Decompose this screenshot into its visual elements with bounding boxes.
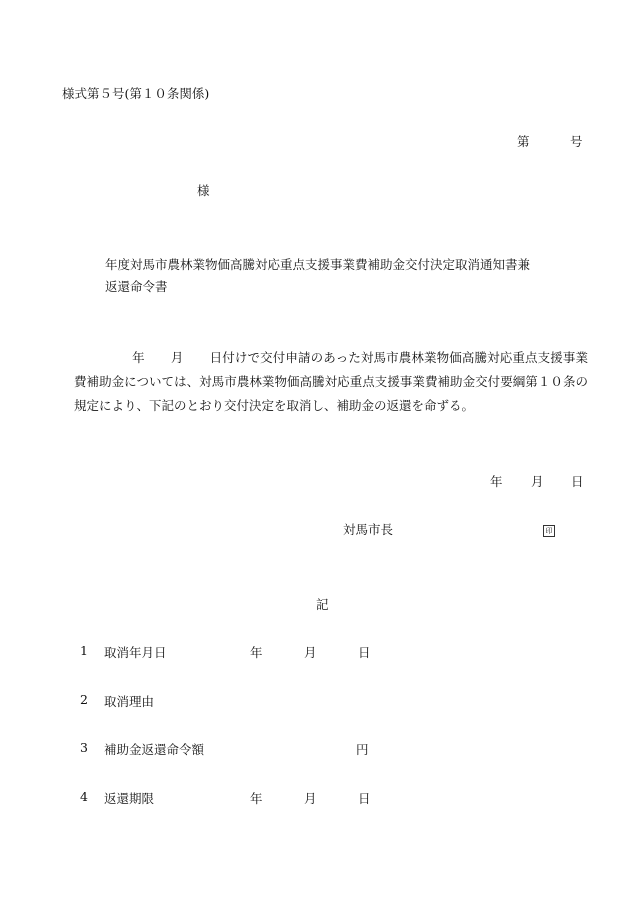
- item-2-number: 2: [80, 692, 88, 707]
- item-4-nen: 年: [250, 791, 263, 806]
- item-1-hi: 日: [358, 645, 371, 660]
- item-1-label: 取消年月日: [104, 645, 167, 660]
- body-tsuki: 月: [170, 350, 184, 365]
- seal-icon: 印: [543, 525, 555, 537]
- body-paragraph: [74, 346, 588, 418]
- item-3-number: 3: [80, 740, 88, 755]
- date-tsuki: 月: [531, 474, 544, 489]
- doc-number-dai: 第: [517, 134, 530, 149]
- title-line-1: 年度対馬市農林業物価高騰対応重点支援事業費補助金交付決定取消通知書兼: [105, 257, 531, 272]
- item-4-hi: 日: [358, 791, 371, 806]
- body-nen: 年: [132, 350, 145, 365]
- ki-heading: 記: [316, 597, 329, 612]
- item-4-label: 返還期限: [104, 791, 155, 806]
- item-4-number: 4: [80, 789, 88, 804]
- issuer-name: 対馬市長: [343, 522, 394, 537]
- item-1-tsuki: 月: [304, 645, 317, 660]
- addressee-suffix: 様: [197, 183, 210, 198]
- form-number: 様式第５号(第１０条関係): [62, 86, 210, 101]
- item-4-tsuki: 月: [304, 791, 317, 806]
- date-hi: 日: [571, 474, 584, 489]
- item-1-number: 1: [80, 643, 88, 658]
- body-text: 日付けで交付申請のあった対馬市農林業物価高騰対応重点支援事業費補助金については、対馬市農林業物価高騰対応重点支援事業費補助金交付要綱第１０条の規定により、下記のとおり交付決定を取消し、補助金の返還を命ずる。: [74, 350, 588, 413]
- seal-mark: [543, 521, 555, 537]
- doc-number-go: 号: [570, 134, 583, 149]
- date-nen: 年: [490, 474, 503, 489]
- item-3-label: 補助金返還命令額: [104, 742, 205, 757]
- item-1-nen: 年: [250, 645, 263, 660]
- title-line-2: 返還命令書: [105, 279, 168, 294]
- item-3-yen: 円: [356, 742, 369, 757]
- item-2-label: 取消理由: [104, 694, 155, 709]
